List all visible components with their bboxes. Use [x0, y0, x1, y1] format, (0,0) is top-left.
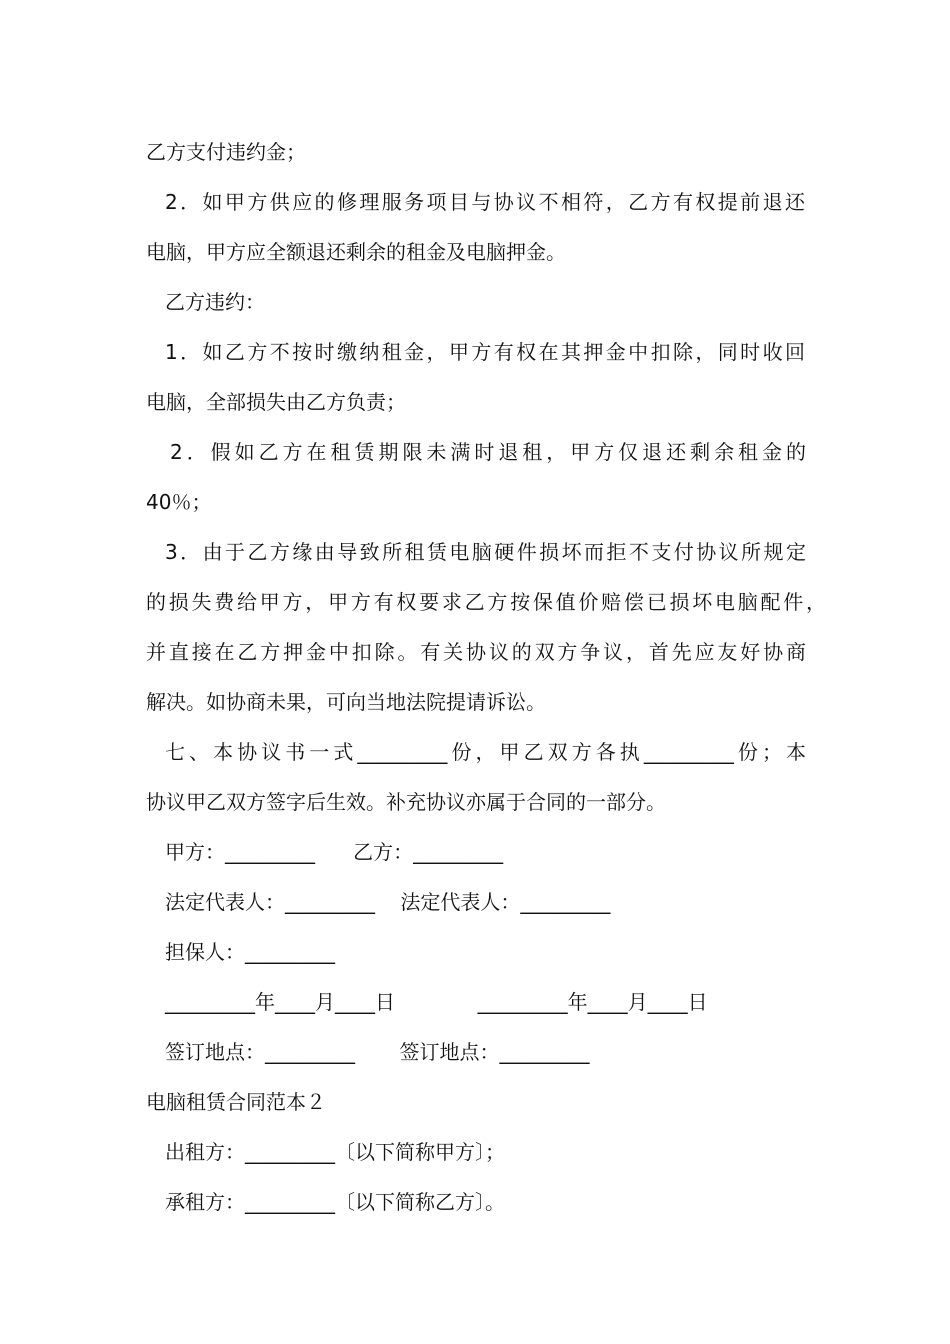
text-line: 3．由于乙方缘由导致所租赁电脑硬件损坏而拒不支付协议所规定 [165, 540, 806, 564]
text-line: 的损失费给甲方，甲方有权要求乙方按保值价赔偿已损坏电脑配件， [146, 590, 826, 614]
section-title: 电脑租赁合同范本２ [146, 1090, 326, 1114]
signature-line-representatives: 法定代表人：_________ 法定代表人：_________ [165, 890, 611, 914]
text-line: 乙方违约： [165, 290, 265, 314]
text-line: 协议甲乙双方签字后生效。补充协议亦属于合同的一部分。 [146, 790, 666, 814]
text-line: 解决。如协商未果，可向当地法院提请诉讼。 [146, 690, 546, 714]
text-line: 并直接在乙方押金中扣除。有关协议的双方争议，首先应友好协商 [146, 640, 806, 664]
text-line: 1．如乙方不按时缴纳租金，甲方有权在其押金中扣除，同时收回 [165, 340, 805, 364]
text-line: 2．如甲方供应的修理服务项目与协议不相符，乙方有权提前退还 [165, 190, 805, 214]
signature-line-parties: 甲方：_________ 乙方：_________ [165, 840, 504, 864]
text-line: 承租方：_________〔以下简称乙方〕。 [165, 1190, 505, 1214]
text-line: 电脑，甲方应全额退还剩余的租金及电脑押金。 [146, 240, 566, 264]
signature-line-places: 签订地点：_________ 签订地点：_________ [165, 1040, 590, 1064]
text-line: 电脑，全部损失由乙方负责； [146, 390, 406, 414]
text-line: 乙方支付违约金； [146, 140, 306, 164]
text-line: 40％； [146, 490, 212, 514]
signature-line-dates: _________年____月____日 _________年____月____日 [165, 990, 708, 1014]
signature-line-guarantor: 担保人：_________ [165, 940, 335, 964]
text-line: 出租方：_________〔以下简称甲方〕； [165, 1140, 505, 1164]
text-line: 2．假如乙方在租赁期限未满时退租，甲方仅退还剩余租金的 [170, 440, 806, 464]
text-line: 七、本协议书一式_________份，甲乙双方各执_________份；本 [165, 740, 806, 764]
